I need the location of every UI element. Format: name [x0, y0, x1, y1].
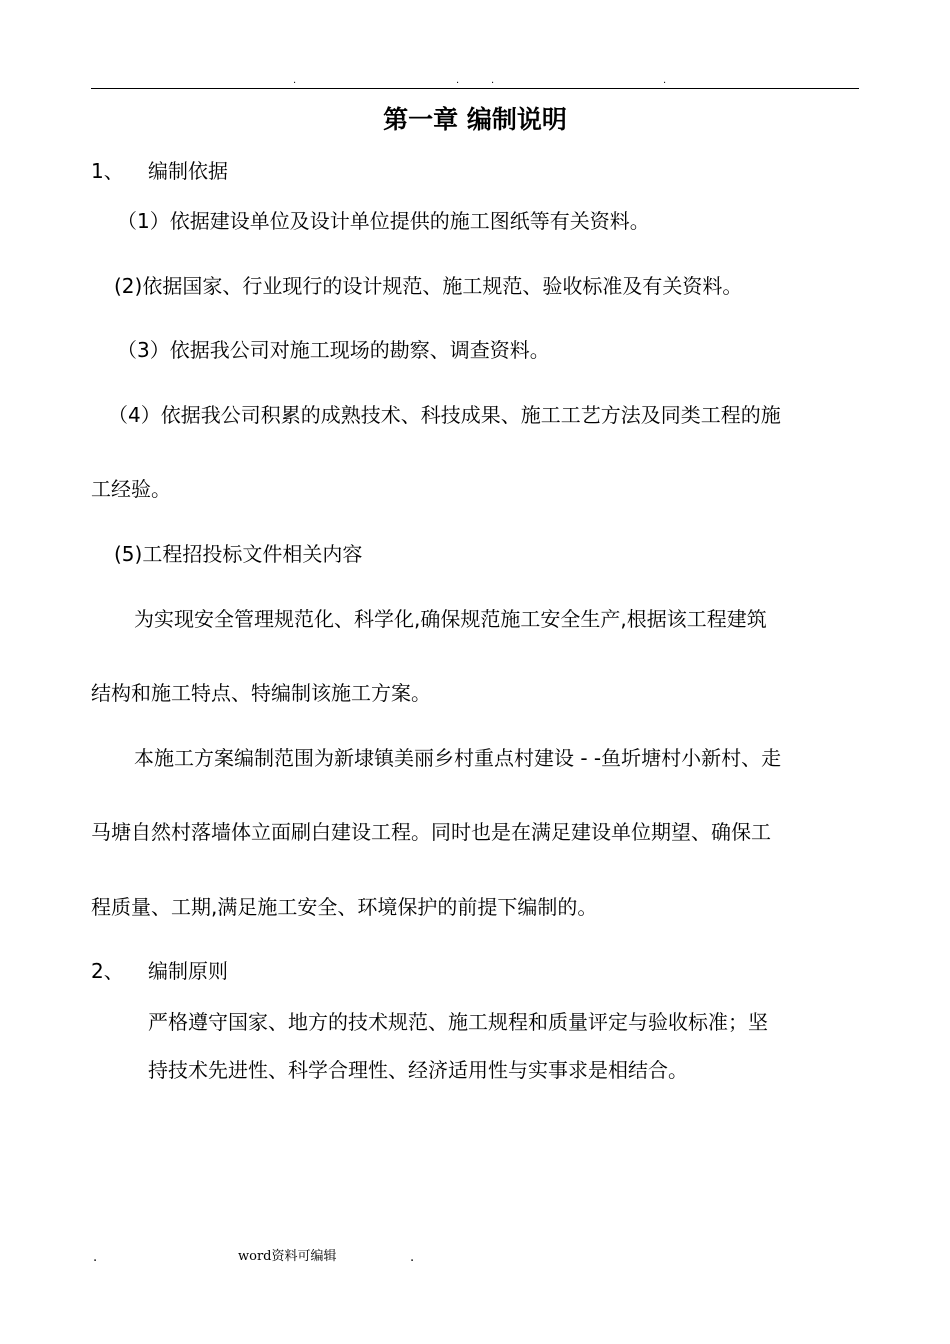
section-number: 2、	[91, 959, 124, 983]
principle-line: 持技术先进性、科学合理性、经济适用性与实事求是相结合。	[148, 1058, 688, 1082]
chapter-title: 第一章 编制说明	[383, 105, 567, 134]
section-number: 1、	[91, 159, 124, 183]
paragraph-line: 马塘自然村落墙体立面刷白建设工程。同时也是在满足建设单位期望、确保工	[91, 820, 771, 844]
paragraph-line: 本施工方案编制范围为新埭镇美丽乡村重点村建设 - -鱼圻塘村小新村、走	[134, 746, 782, 770]
section-heading: 编制依据	[148, 159, 228, 183]
paragraph-line: 程质量、工期,满足施工安全、环境保护的前提下编制的。	[91, 895, 598, 919]
basis-item: （4）依据我公司积累的成熟技术、科技成果、施工工艺方法及同类工程的施	[108, 403, 781, 427]
footer-dot: .	[93, 1250, 98, 1265]
basis-item: (2)依据国家、行业现行的设计规范、施工规范、验收标准及有关资料。	[114, 274, 743, 298]
header-dot: .	[491, 75, 495, 86]
section-heading: 编制原则	[148, 959, 228, 983]
basis-item: （3）依据我公司对施工现场的勘察、调查资料。	[117, 338, 550, 362]
principle-line: 严格遵守国家、地方的技术规范、施工规程和质量评定与验收标准；坚	[148, 1010, 768, 1034]
paragraph-line: 为实现安全管理规范化、科学化,确保规范施工安全生产,根据该工程建筑	[134, 607, 767, 631]
header-dot: .	[293, 75, 297, 86]
basis-item-continued: 工经验。	[91, 477, 171, 501]
header-dot: .	[456, 75, 460, 86]
basis-item: （1）依据建设单位及设计单位提供的施工图纸等有关资料。	[117, 209, 650, 233]
basis-item: (5)工程招投标文件相关内容	[114, 542, 363, 566]
header-rule	[91, 88, 859, 89]
header-dot: .	[663, 75, 667, 86]
footer-text: word资料可编辑	[238, 1249, 337, 1264]
paragraph-line: 结构和施工特点、特编制该施工方案。	[91, 681, 431, 705]
footer-dot: .	[410, 1250, 415, 1265]
